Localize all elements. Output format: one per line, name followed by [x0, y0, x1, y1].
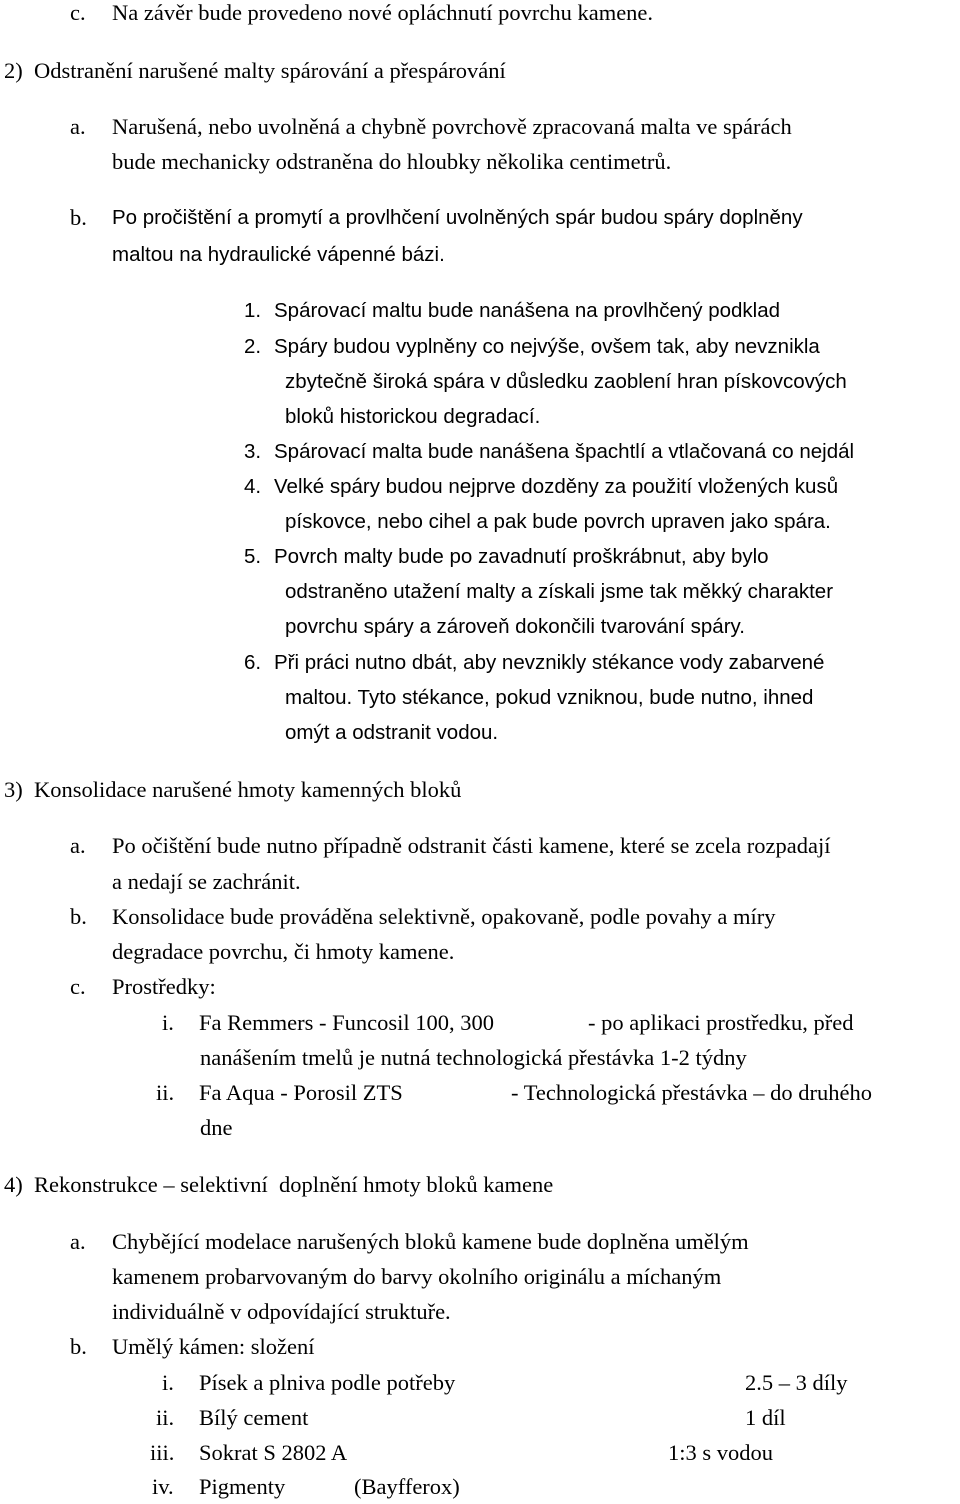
paragraph-line: maltou na hydraulické vápenné bázi.: [112, 243, 445, 266]
paragraph-line: Po očištění bude nutno případně odstranit části kamene, které se zcela rozpadají: [112, 833, 831, 858]
ingredient-name: Pigmenty: [199, 1474, 286, 1499]
paragraph-line: Konsolidace bude prováděna selektivně, opakovaně, podle povahy a míry: [112, 904, 776, 929]
step-number: 6.: [244, 651, 262, 674]
roman-numeral: ii.: [156, 1405, 175, 1430]
step-line: Povrch malty bude po zavadnutí proškrábnut, aby bylo: [274, 545, 769, 568]
ingredient-quantity: (Bayfferox): [354, 1474, 460, 1499]
list-label: b.: [70, 205, 87, 230]
step-line: maltou. Tyto stékance, pokud vzniknou, bude nutno, ihned: [285, 686, 814, 709]
item-name: Fa Remmers - Funcosil 100, 300: [199, 1010, 494, 1035]
step-line: Spárovací malta bude nanášena špachtlí a vtlačovaná co nejdál: [274, 440, 855, 463]
ingredient-quantity: 1:3 s vodou: [668, 1440, 774, 1465]
list-label: b.: [70, 904, 87, 929]
list-label: a.: [70, 833, 86, 858]
step-line: povrchu spáry a zároveň dokončili tvarování spáry.: [285, 615, 745, 638]
paragraph-line: degradace povrchu, či hmoty kamene.: [112, 939, 455, 964]
step-number: 5.: [244, 545, 262, 568]
list-label: b.: [70, 1334, 87, 1359]
step-line: Při práci nutno dbát, aby nevznikly stékance vody zabarvené: [274, 651, 825, 674]
item-name: Fa Aqua - Porosil ZTS: [199, 1080, 403, 1105]
roman-numeral: iii.: [150, 1440, 175, 1465]
list-label: a.: [70, 114, 86, 139]
step-number: 4.: [244, 475, 262, 498]
section-heading: 2) Odstranění narušené malty spárování a přespárování: [4, 58, 506, 83]
ingredient-quantity: 1 díl: [745, 1405, 786, 1430]
step-line: pískovce, nebo cihel a pak bude povrch upraven jako spára.: [285, 510, 831, 533]
list-label: c.: [70, 0, 86, 25]
step-line: Spáry budou vyplněny co nejvýše, ovšem tak, aby nevznikla: [274, 335, 820, 358]
paragraph-line: Umělý kámen: složení: [112, 1334, 315, 1359]
step-number: 1.: [244, 299, 262, 322]
item-note-continued: nanášením tmelů je nutná technologická přestávka 1-2 týdny: [200, 1045, 747, 1070]
roman-numeral: i.: [162, 1370, 174, 1395]
item-note-continued: dne: [200, 1115, 233, 1140]
list-label: c.: [70, 974, 86, 999]
paragraph-line: kamenem probarvovaným do barvy okolního originálu a míchaným: [112, 1264, 722, 1289]
ingredient-name: Bílý cement: [199, 1405, 309, 1430]
step-number: 2.: [244, 335, 262, 358]
paragraph-line: Chybějící modelace narušených bloků kamene bude doplněna umělým: [112, 1229, 749, 1254]
paragraph-line: Prostředky:: [112, 974, 216, 999]
item-note: - Technologická přestávka – do druhého: [511, 1080, 873, 1105]
item-note: - po aplikaci prostředku, před: [588, 1010, 854, 1035]
paragraph-line: individuálně v odpovídající struktuře.: [112, 1299, 451, 1324]
step-line: Velké spáry budou nejprve dozděny za použití vložených kusů: [274, 475, 839, 498]
ingredient-name: Písek a plniva podle potřeby: [199, 1370, 456, 1395]
paragraph-line: Po pročištění a promytí a provlhčení uvolněných spár budou spáry doplněny: [112, 206, 803, 229]
paragraph-line: Narušená, nebo uvolněná a chybně povrchově zpracovaná malta ve spárách: [112, 114, 792, 139]
roman-numeral: iv.: [152, 1474, 174, 1499]
section-heading: 3) Konsolidace narušené hmoty kamenných bloků: [4, 777, 462, 802]
step-line: odstraněno utažení malty a získali jsme tak měkký charakter: [285, 580, 834, 603]
paragraph-line: Na závěr bude provedeno nové opláchnutí povrchu kamene.: [112, 0, 654, 25]
section-heading: 4) Rekonstrukce – selektivní doplnění hmoty bloků kamene: [4, 1172, 554, 1197]
ingredient-quantity: 2.5 – 3 díly: [745, 1370, 848, 1395]
roman-numeral: i.: [162, 1010, 174, 1035]
step-line: Spárovací maltu bude nanášena na provlhčený podklad: [274, 299, 781, 322]
step-line: omýt a odstranit vodou.: [285, 721, 499, 744]
step-line: zbytečně široká spára v důsledku zaoblení hran pískovcových: [285, 370, 847, 393]
ingredient-name: Sokrat S 2802 A: [199, 1440, 348, 1465]
paragraph-line: bude mechanicky odstraněna do hloubky několika centimetrů.: [112, 149, 672, 174]
step-number: 3.: [244, 440, 262, 463]
list-label: a.: [70, 1229, 86, 1254]
paragraph-line: a nedají se zachránit.: [112, 869, 301, 894]
step-line: bloků historickou degradací.: [285, 405, 541, 428]
roman-numeral: ii.: [156, 1080, 175, 1105]
